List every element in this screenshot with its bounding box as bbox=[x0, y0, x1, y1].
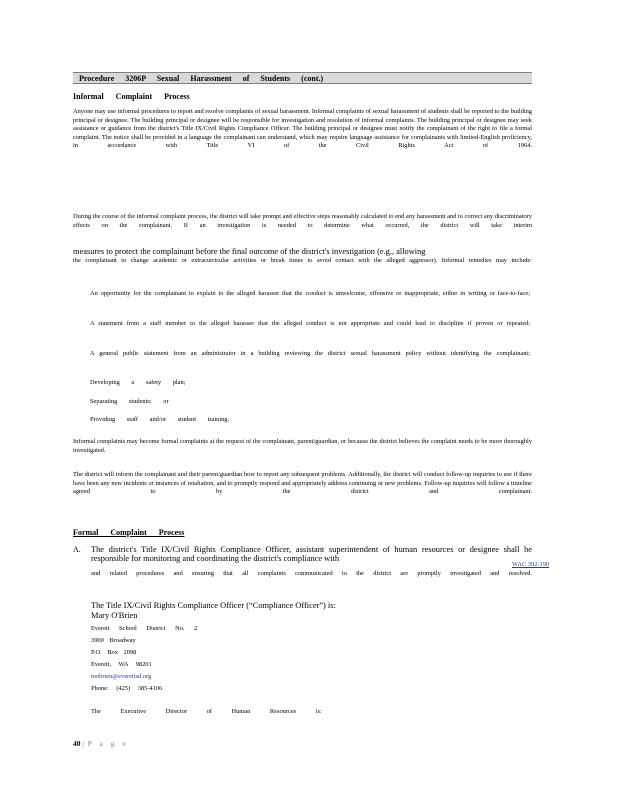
address-line-3: P.O. Box 2098 bbox=[91, 649, 137, 656]
formal-item-continuation: and related procedures and ensuring that all complaints communicated to the district are promptly investigated and resolved. bbox=[91, 570, 532, 577]
page-label: P a g e bbox=[87, 739, 129, 748]
officer-title: The Title IX/Civil Rights Compliance Officer (“Compliance Officer”) is: bbox=[91, 601, 336, 610]
informal-paragraph-3: Informal complaints may become formal complaints at the request of the complainant, parent/guardian, or because the district believes the complaint needs to be more thoroughly investigated. bbox=[73, 438, 532, 454]
officer-email[interactable]: mobrien@everettsd.org bbox=[91, 673, 152, 680]
informal-heading: Informal Complaint Process bbox=[73, 92, 190, 101]
exec-director-line: The Executive Director of Human Resources is: bbox=[91, 708, 322, 715]
formal-item-letter: A. bbox=[73, 545, 81, 554]
address-line-1: Everett School District No. 2 bbox=[91, 625, 198, 632]
bullet-icon bbox=[73, 290, 78, 299]
informal-paragraph-4: The district will inform the complainant and their parent/guardian how to report any subsequent problems. Additionally, the district will conduct follow-up inquiries to see if there have been any new incidents or instances of retaliation, and to promptly respond and appropriately address continuing or new problems. Follow-up inquiries will follow a timeline agreed to by the district and complainant. bbox=[73, 471, 532, 496]
officer-phone: Phone: (425) 385-4106 bbox=[91, 685, 163, 692]
bullet-icon bbox=[73, 416, 78, 425]
address-line-4: Everett, WA 98201 bbox=[91, 661, 152, 668]
officer-name: Mary O'Brien bbox=[91, 611, 138, 620]
page-number: 40 bbox=[73, 739, 81, 748]
informal-paragraph-2b: measures to protect the complainant before the final outcome of the district's investigation (e.g., allowing bbox=[73, 247, 426, 256]
procedure-header: Procedure 3206P Sexual Harassment of Students (cont.) bbox=[79, 74, 324, 83]
formal-item-text: The district's Title IX/Civil Rights Compliance Officer, assistant superintendent of human resources or designee shall be responsible for monitoring and coordinating the district's compliance with bbox=[91, 545, 532, 563]
formal-heading: Formal Complaint Process bbox=[73, 528, 185, 537]
address-line-2: 3900 Broadway bbox=[91, 637, 136, 644]
bullet-icon bbox=[73, 379, 78, 388]
bullet-icon bbox=[73, 350, 78, 359]
wac-link[interactable]: WAC 392-190 bbox=[512, 561, 550, 568]
procedure-header-bar bbox=[73, 72, 532, 84]
page-footer bbox=[73, 739, 129, 748]
bullet-icon bbox=[73, 398, 78, 407]
footer-separator: | bbox=[82, 739, 86, 748]
bullet-icon bbox=[73, 320, 78, 329]
informal-paragraph-1: Anyone may use informal procedures to report and resolve complaints of sexual harassment. Informal complaints of sexual harassment of students shall be reported to the building principal or designee. The building principal or designee will be responsible for investigation and resolution of informal complaints. The building principal or designee may seek assistance or guidance from the district's Title IX/Civil Rights Compliance Officer. The building principal or designee must notify the complainant of the right to file a formal complaint. The notice shall be provided in a language the complainant can understand, which may require language assistance for complainants with limited-English proficiency, in accordance with Title VI of the Civil Rights Act of 1964. bbox=[73, 108, 532, 150]
informal-paragraph-2a: During the course of the informal complaint process, the district will take prompt and effective steps reasonably calculated to end any harassment and to correct any discriminatory effects on the complainant. If an investigation is needed to determine what occurred, the district will take interim bbox=[73, 213, 532, 229]
informal-paragraph-2c: the complainant to change academic or extracurricular activities or break times to avoid contact with the alleged aggressor). Informal remedies may include: bbox=[73, 257, 532, 264]
